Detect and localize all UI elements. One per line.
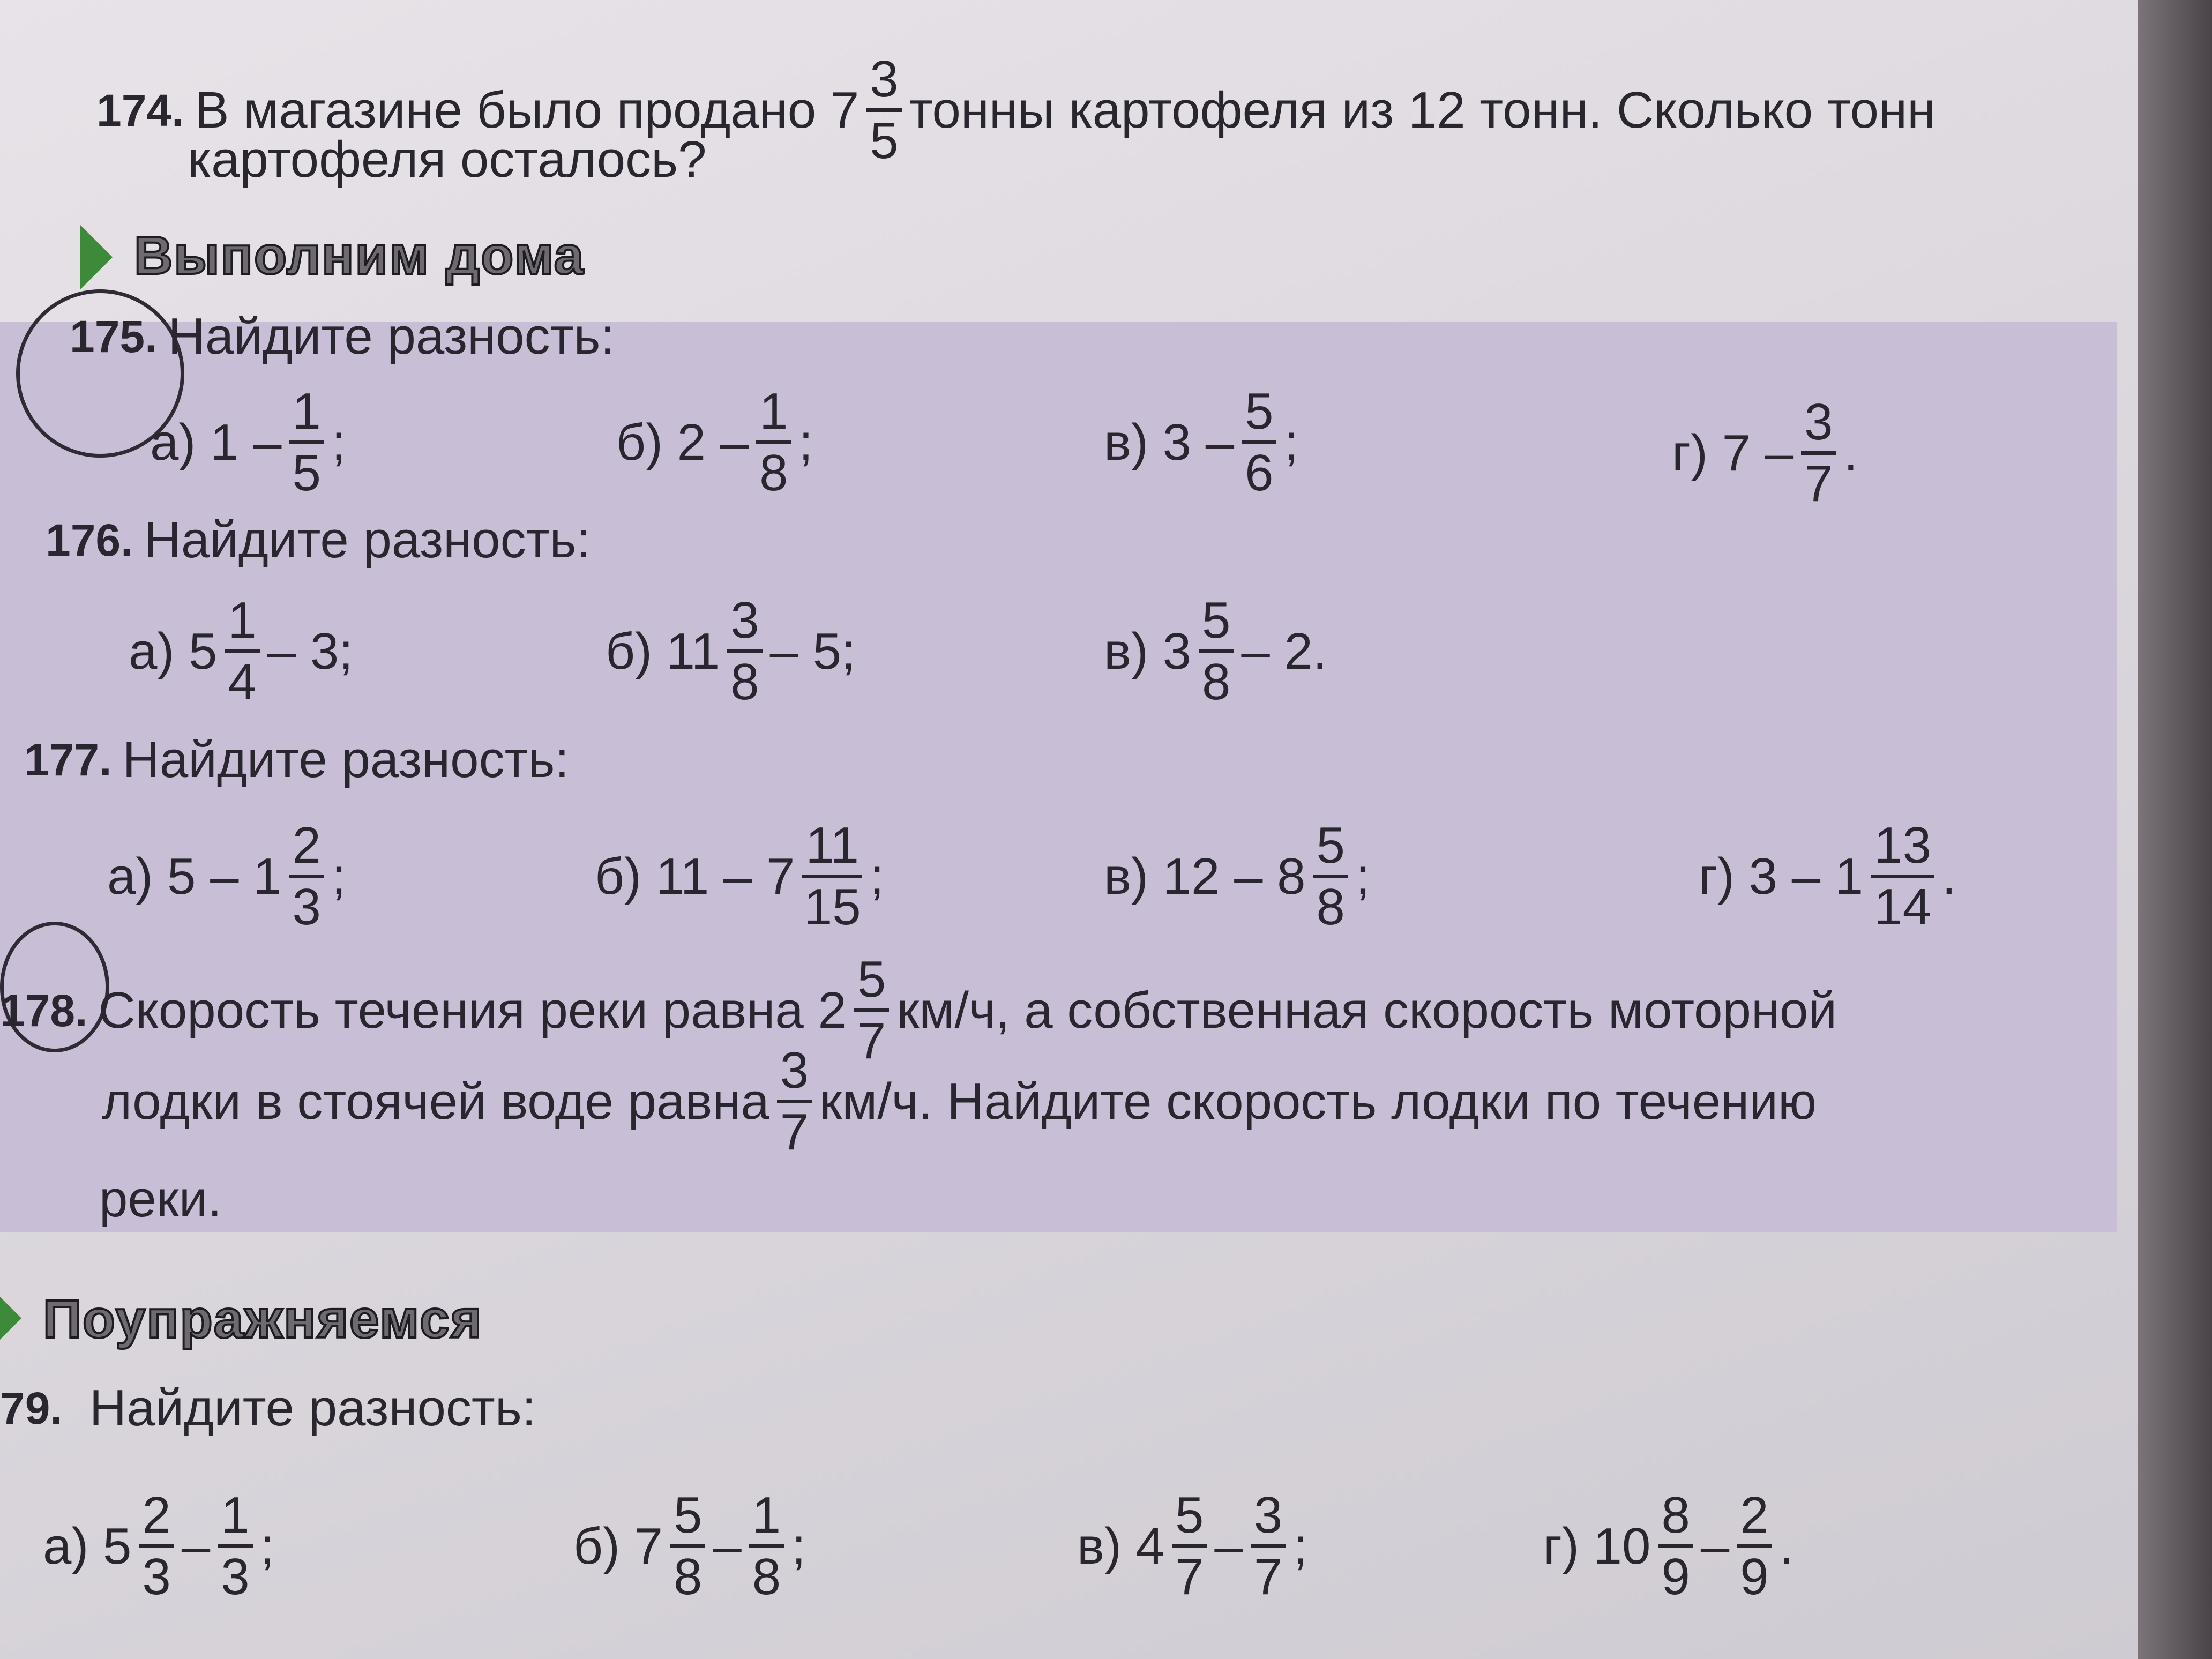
problem-179-title — [0, 1379, 536, 1437]
problem-178-line2 — [102, 1042, 1817, 1161]
minus-sign: – — [181, 1517, 211, 1575]
item-179-a — [43, 1486, 275, 1605]
numerator: 3 — [866, 54, 901, 112]
item-end: . — [1843, 424, 1858, 482]
item-label: б) 11 — [606, 622, 720, 680]
fraction — [1658, 1486, 1693, 1605]
fraction — [670, 1486, 705, 1605]
item-label: г) 7 – — [1672, 424, 1794, 482]
item-end: ; — [331, 413, 346, 471]
denominator: 9 — [1661, 1548, 1690, 1605]
item-177-d — [1699, 817, 1956, 936]
problem-number: 175. — [70, 311, 158, 362]
denominator: 4 — [228, 653, 257, 711]
item-label: б) 7 — [573, 1517, 663, 1575]
item-label: в) 4 — [1077, 1517, 1165, 1575]
minus-sign: – — [713, 1517, 742, 1575]
item-label: в) 12 – 8 — [1104, 847, 1306, 905]
denominator: 7 — [1253, 1548, 1283, 1605]
item-end: ; — [331, 847, 346, 905]
denominator: 3 — [142, 1548, 171, 1605]
denominator: 9 — [1740, 1548, 1769, 1605]
numerator: 1 — [749, 1490, 784, 1548]
section-header-home: Выполним дома — [134, 226, 585, 286]
denominator: 7 — [1804, 455, 1833, 512]
numerator: 1 — [225, 595, 259, 653]
numerator: 5 — [1199, 595, 1234, 653]
item-176-b — [606, 592, 856, 711]
item-179-c — [1077, 1486, 1307, 1605]
section-header-practice: Поупражняемся — [43, 1289, 483, 1349]
item-label: в) 3 – — [1104, 413, 1235, 471]
problem-number: 178. — [0, 985, 88, 1036]
numerator: 8 — [1658, 1490, 1693, 1548]
fraction — [727, 592, 762, 711]
item-label: а) 5 – 1 — [107, 847, 282, 905]
problem-number: 177. — [24, 735, 112, 785]
problem-text: лодки в стоячей воде равна — [102, 1072, 769, 1130]
numerator: 1 — [756, 386, 791, 444]
item-end: – 2. — [1241, 622, 1327, 680]
item-177-c — [1104, 817, 1370, 936]
item-end: . — [1779, 1517, 1794, 1575]
numerator: 11 — [802, 820, 862, 878]
item-175-c — [1104, 383, 1299, 502]
numerator: 2 — [289, 820, 324, 878]
problem-177-title — [24, 731, 570, 788]
minus-sign: – — [1700, 1517, 1730, 1575]
item-label: в) 3 — [1104, 622, 1192, 680]
item-179-d — [1543, 1486, 1794, 1605]
item-176-c — [1104, 592, 1327, 711]
denominator: 7 — [1175, 1548, 1204, 1605]
fraction — [1801, 393, 1836, 512]
numerator: 2 — [139, 1490, 174, 1548]
item-end: . — [1941, 847, 1956, 905]
numerator: 5 — [670, 1490, 705, 1548]
problem-178-line3: реки. — [99, 1170, 222, 1228]
item-label: б) 2 – — [616, 413, 749, 471]
item-label: а) 5 — [129, 622, 218, 680]
numerator: 5 — [1313, 820, 1348, 878]
fraction — [289, 383, 324, 502]
denominator: 8 — [752, 1548, 781, 1605]
item-end: – 5; — [769, 622, 856, 680]
item-177-a — [107, 817, 346, 936]
problem-number: 174. — [96, 85, 184, 136]
problem-number: 176. — [46, 515, 133, 565]
fraction — [866, 50, 901, 169]
denominator: 8 — [1202, 653, 1231, 711]
item-end: ; — [870, 847, 884, 905]
fraction — [225, 592, 259, 711]
minus-sign: – — [1214, 1517, 1243, 1575]
problem-text: Скорость течения реки равна 2 — [98, 981, 847, 1039]
chevron-icon — [0, 1286, 21, 1350]
numerator: 2 — [1737, 1490, 1772, 1548]
numerator: 3 — [1801, 397, 1836, 455]
item-176-a — [129, 592, 353, 711]
fraction — [1199, 592, 1234, 711]
item-label: а) 1 – — [150, 413, 282, 471]
denominator: 8 — [730, 653, 759, 711]
item-label: г) 10 — [1543, 1517, 1651, 1575]
problem-text: км/ч, а собственная скорость моторной — [896, 981, 1837, 1039]
fraction — [289, 817, 324, 936]
problem-title: Найдите разность: — [168, 308, 615, 365]
item-175-d — [1672, 393, 1858, 512]
fraction — [1313, 817, 1348, 936]
fraction — [139, 1486, 174, 1605]
problem-text: км/ч. Найдите скорость лодки по течению — [819, 1072, 1817, 1130]
item-label: б) 11 – 7 — [595, 847, 795, 905]
numerator: 3 — [727, 595, 762, 653]
numerator: 5 — [1242, 386, 1276, 444]
problem-text: В магазине было продано 7 — [195, 81, 860, 139]
fraction — [777, 1042, 812, 1161]
item-end: – 3; — [267, 622, 353, 680]
problem-text: тонны картофеля из 12 тонн. Сколько тонн — [909, 81, 1936, 139]
fraction — [1871, 817, 1934, 936]
item-end: ; — [791, 1517, 806, 1575]
denominator: 8 — [1316, 878, 1345, 936]
fraction — [749, 1486, 784, 1605]
problem-175-title — [70, 308, 615, 365]
item-177-b — [595, 817, 884, 936]
denominator: 14 — [1874, 878, 1931, 936]
problem-174-line2: картофеля осталось? — [188, 131, 707, 188]
denominator: 6 — [1245, 444, 1274, 502]
problem-title: Найдите разность: — [122, 731, 570, 788]
item-179-b — [573, 1486, 806, 1605]
item-end: ; — [1284, 413, 1299, 471]
item-end: ; — [1293, 1517, 1307, 1575]
denominator: 7 — [857, 1012, 886, 1070]
numerator: 3 — [777, 1045, 812, 1103]
numerator: 1 — [289, 386, 324, 444]
item-end: ; — [260, 1517, 275, 1575]
item-label: а) 5 — [43, 1517, 132, 1575]
problem-title: Найдите разность: — [89, 1379, 536, 1437]
problem-title: Найдите разность: — [144, 511, 591, 569]
fraction — [1172, 1486, 1207, 1605]
item-end: ; — [1355, 847, 1370, 905]
item-label: г) 3 – 1 — [1699, 847, 1864, 905]
denominator: 3 — [221, 1548, 250, 1605]
denominator: 8 — [674, 1548, 703, 1605]
denominator: 5 — [870, 112, 899, 169]
fraction — [1242, 383, 1276, 502]
chevron-icon — [80, 225, 113, 289]
numerator: 5 — [1172, 1490, 1207, 1548]
fraction — [802, 817, 862, 936]
item-end: ; — [798, 413, 813, 471]
denominator: 7 — [780, 1103, 809, 1161]
denominator: 15 — [803, 878, 861, 936]
denominator: 5 — [292, 444, 321, 502]
fraction — [1251, 1486, 1286, 1605]
page-edge-shadow — [2138, 0, 2212, 1659]
fraction — [756, 383, 791, 502]
problem-176-title — [46, 511, 591, 569]
numerator: 3 — [1251, 1490, 1286, 1548]
item-175-b — [616, 383, 813, 502]
denominator: 8 — [759, 444, 788, 502]
denominator: 3 — [292, 878, 321, 936]
numerator: 5 — [854, 954, 889, 1012]
problem-number: 79. — [0, 1383, 63, 1433]
item-175-a — [150, 383, 346, 502]
fraction — [1737, 1486, 1772, 1605]
numerator: 1 — [218, 1490, 252, 1548]
numerator: 13 — [1871, 820, 1934, 878]
fraction — [218, 1486, 252, 1605]
